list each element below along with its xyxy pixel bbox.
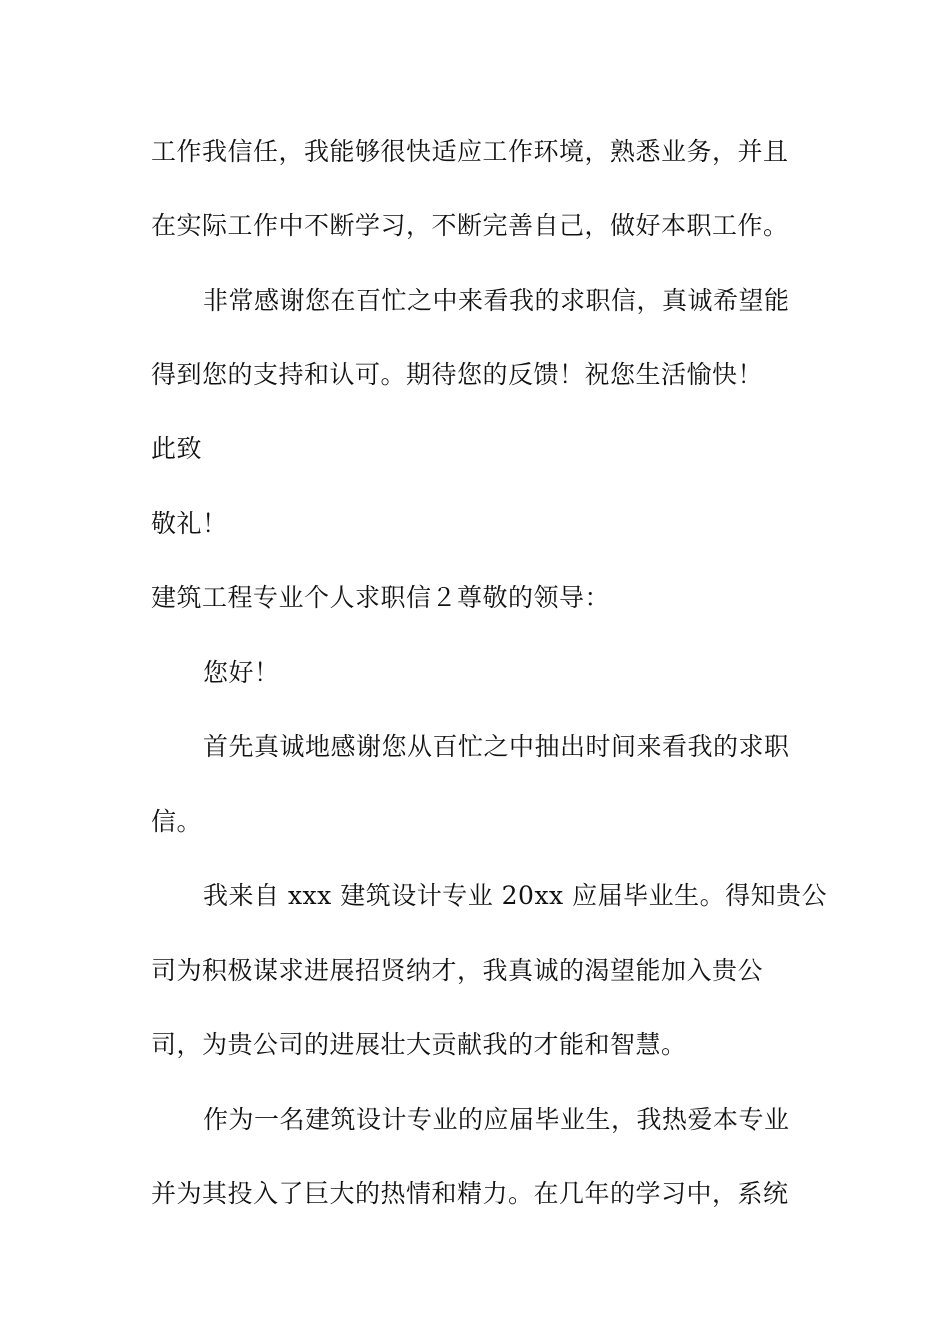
text-line-11: 我来自 xxx 建筑设计专业 20xx 应届毕业生。得知贵公	[203, 881, 828, 910]
text-line-2: 在实际工作中不断学习，不断完善自己，做好本职工作。	[151, 211, 789, 240]
text-line-1: 工作我信任，我能够很快适应工作环境，熟悉业务，并且	[151, 137, 789, 166]
closing-regards: 敬礼！	[151, 509, 228, 538]
text-line-10: 信。	[151, 807, 203, 836]
text-line-3: 非常感谢您在百忙之中来看我的求职信，真诚希望能	[203, 286, 790, 315]
text-line-15: 并为其投入了巨大的热情和精力。在几年的学习中，系统	[151, 1179, 789, 1208]
text-line-4: 得到您的支持和认可。期待您的反馈！祝您生活愉快！	[151, 360, 764, 389]
text-line-13: 司，为贵公司的进展壮大贡献我的才能和智慧。	[151, 1030, 687, 1059]
text-line-14: 作为一名建筑设计专业的应届毕业生，我热爱本专业	[203, 1105, 790, 1134]
closing-salutation: 此致	[151, 434, 203, 463]
text-line-9: 首先真诚地感谢您从百忙之中抽出时间来看我的求职	[203, 732, 790, 761]
text-line-12: 司为积极谋求进展招贤纳才，我真诚的渴望能加入贵公	[151, 956, 764, 985]
greeting: 您好！	[203, 658, 280, 687]
section-heading: 建筑工程专业个人求职信２尊敬的领导：	[151, 583, 611, 612]
